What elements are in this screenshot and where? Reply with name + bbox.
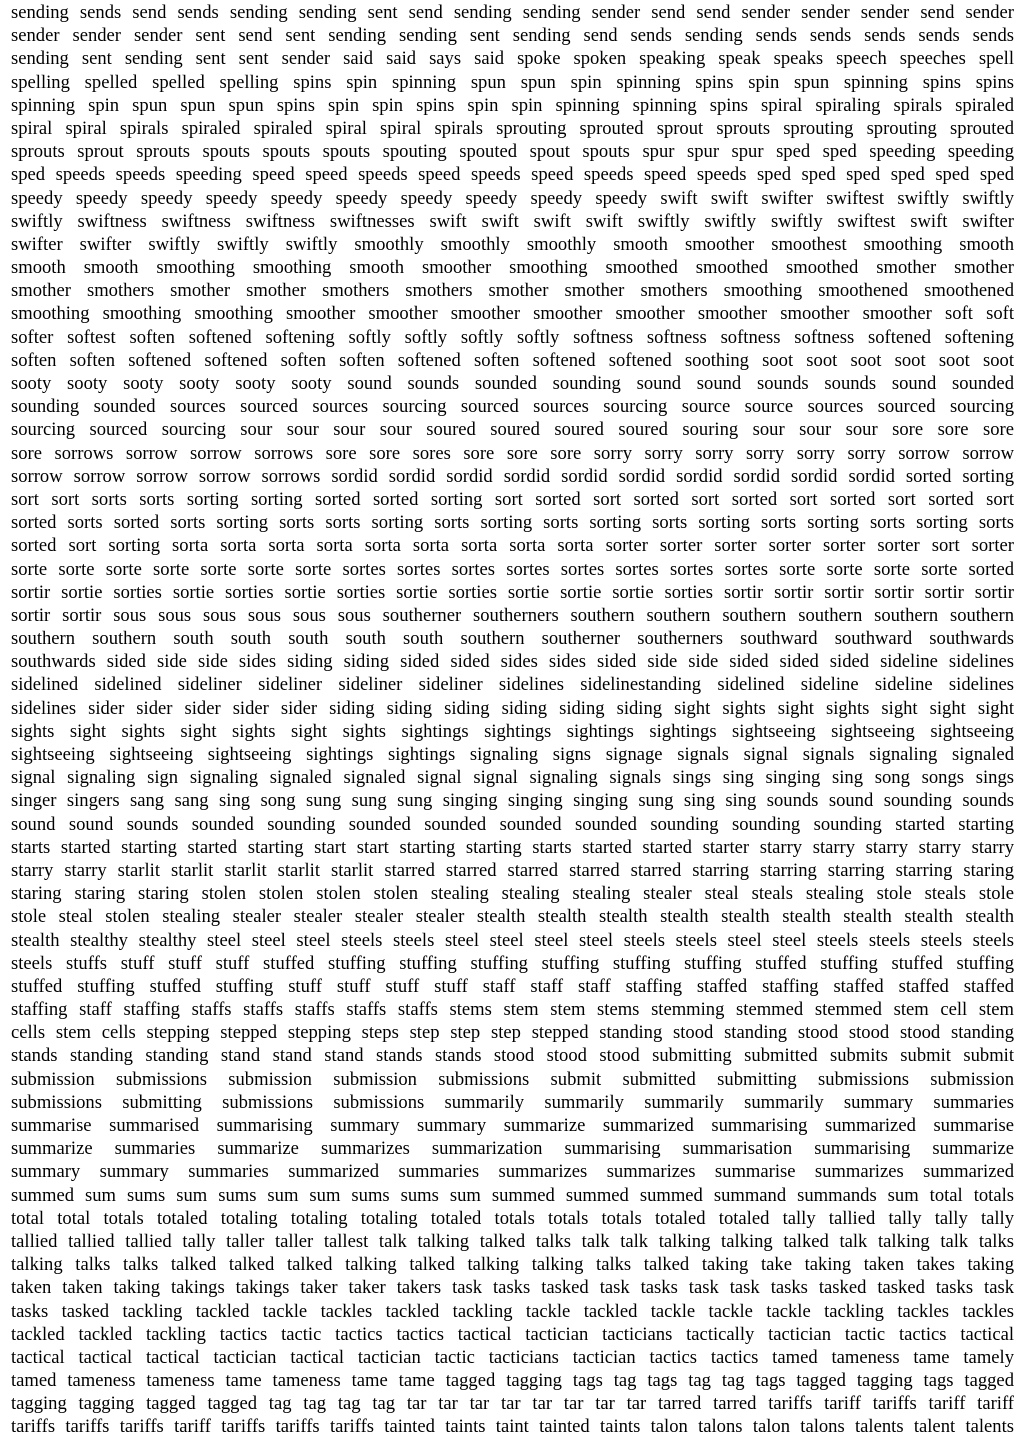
text-line: steels stuffs stuff stuff stuff stuffed stuffing stuffing stuffing stuffing stuffing stuffing stuffed stuffing stuffed stuffing <box>11 952 1014 974</box>
text-line: spelling spelled spelled spelling spins spin spinning spun spun spin spinning spins spin spun spinning spins spins <box>11 71 1014 93</box>
text-line: sidelines sider sider sider sider sider siding siding siding siding siding siding sight sights sight sights sight sight sight <box>11 697 1014 719</box>
text-line: sounding sounded sources sourced sources sourcing sourced sources sourcing source source sources sourced sourcing <box>11 396 1014 418</box>
text-line: starry starry starlit starlit starlit starlit starlit starred starred starred starred starred starring starring starring starring staring <box>11 859 1014 881</box>
text-line: soften soften softened softened soften soften softened soften softened softened soothing soot soot soot soot soot soot <box>11 349 1014 371</box>
text-line: sped speeds speeds speeding speed speed speeds speed speeds speed speeds speed speeds sped sped sped sped sped sped <box>11 164 1014 186</box>
text-line: cells stem cells stepping stepped stepping steps step step step stepped standing stood standing stood stood stood standing <box>11 1022 1014 1044</box>
text-line: tagging tagging tagged tagged tag tag tag tag tar tar tar tar tar tar tar tar tarred tarred tariffs tariff tariffs tariff tariff <box>11 1393 1014 1415</box>
text-line: spinning spin spun spun spun spins spin spin spins spin spin spinning spinning spins spiral spiraling spirals spiraled <box>11 94 1014 116</box>
text-line: sights sight sights sight sights sight sights sightings sightings sightings sightings sightseeing sightseeing sightseeing <box>11 720 1014 742</box>
text-line: tamed tameness tameness tame tameness tame tame tagged tagging tags tag tags tag tag tags tagged tagging tags tagged <box>11 1370 1014 1392</box>
text-line: sortir sortir sous sous sous sous sous sous southerner southerners southern southern southern southern southern southern <box>11 604 1014 626</box>
text-line: sorte sorte sorte sorte sorte sorte sorte sortes sortes sortes sortes sortes sortes sortes sortes sorte sorte sorte sorte sorted <box>11 558 1014 580</box>
text-line: singer singers sang sang sing song sung sung sung singing singing singing sung sing sing sounds sound sounding sounds <box>11 790 1014 812</box>
text-line: tackled tackled tackling tactics tactic tactics tactics tactical tactician tacticians tactically tactician tactic tactics tactical <box>11 1323 1014 1345</box>
text-line: sorted sort sorting sorta sorta sorta sorta sorta sorta sorta sorta sorta sorter sorter sorter sorter sorter sorter sort sorter <box>11 535 1014 557</box>
text-line: sending sent sending sent sent sender said said says said spoke spoken speaking speak speaks speech speeches spell <box>11 48 1014 70</box>
text-line: tasks tasked tackling tackled tackle tackles tackled tackling tackle tackled tackle tackle tackle tackling tackles tackles <box>11 1300 1014 1322</box>
text-line: submission submissions submission submission submissions submit submitted submitting submissions submission <box>11 1068 1014 1090</box>
text-line: sorted sorts sorted sorts sorting sorts sorts sorting sorts sorting sorts sorting sorts sorting sorts sorting sorts sorting sorts <box>11 512 1014 534</box>
text-line: smooth smooth smoothing smoothing smooth smoother smoothing smoothed smoothed smoothed smother smother <box>11 257 1014 279</box>
text-line: sourcing sourced sourcing sour sour sour sour soured soured soured soured souring sour sour sour sore sore sore <box>11 419 1014 441</box>
text-line: tariffs tariffs tariffs tariff tariffs tariffs tariffs tainted taints taint tainted taints talon talons talon talons talents talent talents <box>11 1416 1014 1438</box>
text-line: sender sender sender sent send sent sending sending sent sending send sends sending sends sends sends sends sends <box>11 25 1014 47</box>
text-line: stuffed stuffing stuffed stuffing stuff stuff stuff stuff staff staff staff staffing staffed staffing staffed staffed staffed <box>11 975 1014 997</box>
text-line: sightseeing sightseeing sightseeing sightings sightings signaling signs signage signals signal signals signaling signaled <box>11 744 1014 765</box>
text-line: summarise summarised summarising summary summary summarize summarized summarising summarized summarise <box>11 1115 1014 1136</box>
text-line: total total totals totaled totaling totaling totaling totaled totals totals totals totaled totaled tally tallied tally tally tally <box>11 1207 1014 1229</box>
text-line: spiral spiral spirals spiraled spiraled spiral spiral spirals sprouting sprouted sprout sprouts sprouting sprouting sprouted <box>11 117 1014 139</box>
text-line: tactical tactical tactical tactician tactical tactician tactic tacticians tactician tactics tactics tamed tameness tame tamely <box>11 1346 1014 1368</box>
text-line: sortir sortie sorties sortie sorties sortie sorties sortie sorties sortie sortie sortie sorties sortir sortir sortir sortir sortir sortir <box>11 581 1014 603</box>
text-line: sorrow sorrow sorrow sorrow sorrows sordid sordid sordid sordid sordid sordid sordid sordid sordid sordid sorted sorting <box>11 465 1014 487</box>
text-line: speedy speedy speedy speedy speedy speedy speedy speedy speedy speedy swift swift swifter swiftest swiftly swiftly <box>11 187 1014 209</box>
text-line: submissions submitting submissions submissions summarily summarily summarily summarily summary summaries <box>11 1091 1014 1113</box>
text-line: talking talks talks talked talked talked talking talked talking talking talks talked taking take taking taken takes taking <box>11 1254 1014 1276</box>
text-line: sore sorrows sorrow sorrow sorrows sore sore sores sore sore sore sorry sorry sorry sorry sorry sorry sorrow sorrow <box>11 442 1014 464</box>
text-line: softer softest soften softened softening softly softly softly softly softness softness softness softness softened softening <box>11 326 1014 348</box>
text-line: stole steal stolen stealing stealer stealer stealer stealer stealth stealth stealth stealth stealth stealth stealth stealth stealth <box>11 906 1014 928</box>
text-line: summed sum sums sum sums sum sum sums sums sum summed summed summed summand summands sum total totals <box>11 1184 1014 1206</box>
text-line: signal signaling sign signaling signaled signaled signal signal signaling signals sings sing singing sing song songs sings <box>11 767 1014 789</box>
text-line: southwards sided side side sides siding siding sided sided sides sides sided side side sided sided sided sideline sidelines <box>11 651 1014 673</box>
text-line: stealth stealthy stealthy steel steel steel steels steels steel steel steel steel steels steels steel steel steels steels steels steels <box>11 929 1014 951</box>
text-line: swiftly swiftness swiftness swiftness swiftnesses swift swift swift swift swiftly swiftly swiftly swiftest swift swifter <box>11 210 1014 232</box>
text-line: sort sort sorts sorts sorting sorting sorted sorted sorting sort sorted sort sorted sort sorted sort sorted sort sorted sort <box>11 488 1014 510</box>
text-line: southern southern south south south south south southern southerner southerners southward southward southwards <box>11 628 1014 650</box>
text-line: starts started starting started starting start start starting starting starts started started starter starry starry starry starry starry <box>11 836 1014 858</box>
text-line: sprouts sprout sprouts spouts spouts spouts spouting spouted spout spouts spur spur spur sped sped speeding speeding <box>11 141 1014 163</box>
text-line: smoothing smoothing smoothing smoother smoother smoother smoother smoother smoother smoother smoother soft soft <box>11 303 1014 325</box>
text-line: sidelined sidelined sideliner sideliner sideliner sideliner sidelines sidelinestanding sidelined sideline sideline sidelines <box>11 674 1014 696</box>
text-line: staring staring staring stolen stolen stolen stolen stealing stealing stealing stealer steal steals stealing stole steals stole <box>11 883 1014 905</box>
text-line: summary summary summaries summarized summaries summarizes summarizes summarise summarizes summarized <box>11 1161 1014 1183</box>
text-line: sooty sooty sooty sooty sooty sooty sound sounds sounded sounding sound sound sounds sounds sound sounded <box>11 373 1014 394</box>
text-line: smother smothers smother smother smothers smothers smother smother smothers smoothing smoothened smoothened <box>11 280 1014 302</box>
text-line: taken taken taking takings takings taker taker takers task tasks tasked task tasks task task tasks tasked tasked tasks task <box>11 1277 1014 1299</box>
text-line: stands standing standing stand stand stand stands stands stood stood stood submitting submitted submits submit submit <box>11 1045 1014 1067</box>
text-line: summarize summaries summarize summarizes summarization summarising summarisation summarising summarize <box>11 1138 1014 1160</box>
text-line: sound sound sounds sounded sounding sounded sounded sounded sounded sounding sounding sounding started starting <box>11 813 1014 835</box>
text-line: staffing staff staffing staffs staffs staffs staffs staffs stems stem stem stems stemming stemmed stemmed stem cell stem <box>11 999 1014 1021</box>
text-line: swifter swifter swiftly swiftly swiftly smoothly smoothly smoothly smooth smoother smoothest smoothing smooth <box>11 233 1014 255</box>
text-line: tallied tallied tallied tally taller taller tallest talk talking talked talks talk talk talking talking talked talk talking talk talks <box>11 1230 1014 1252</box>
text-line: sending sends send sends sending sending sent send sending sending sender send send sender sender sender send sender <box>11 2 1014 23</box>
